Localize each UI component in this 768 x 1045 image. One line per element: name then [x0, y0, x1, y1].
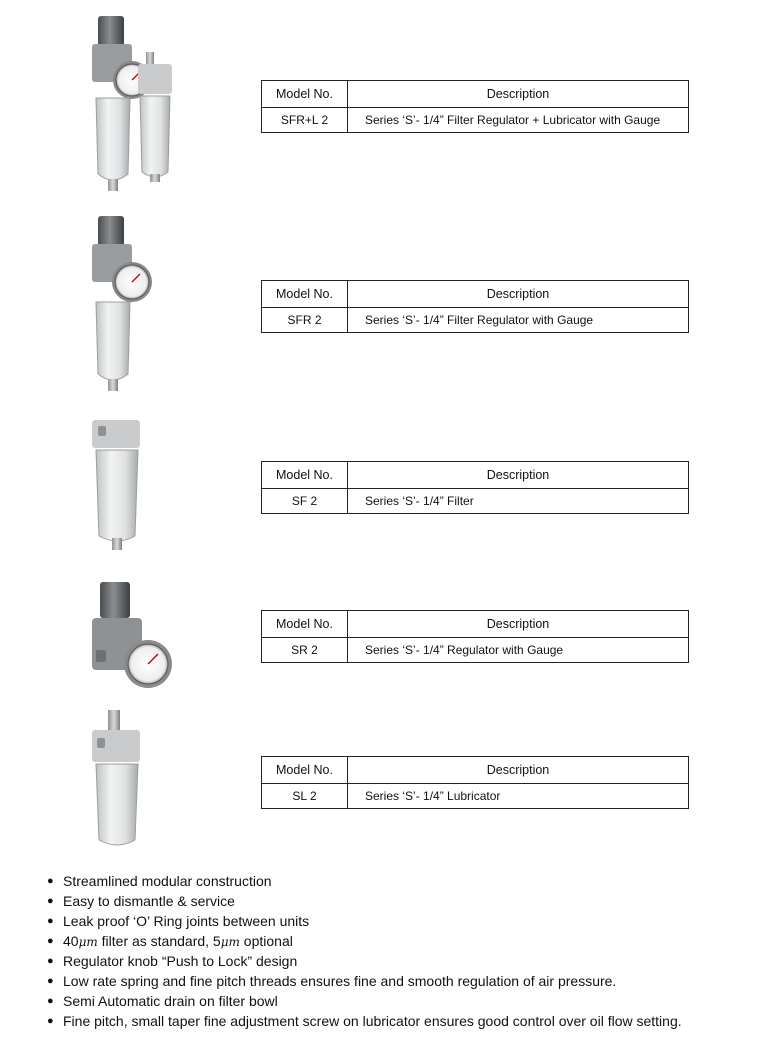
- model-number: SFR+L 2: [262, 108, 348, 133]
- model-description: Series ‘S’- 1/4” Filter: [348, 489, 689, 514]
- model-description: Series ‘S’- 1/4” Regulator with Gauge: [348, 638, 689, 663]
- feature-item: ● Easy to dismantle & service: [47, 893, 235, 909]
- spec-table-sfr-l2: [261, 80, 689, 133]
- description-header: Description: [348, 281, 689, 308]
- model-number: SF 2: [262, 489, 348, 514]
- feature-item: ● 40μm filter as standard, 5μm optional: [47, 933, 293, 949]
- spec-table-sfr2: [261, 280, 689, 333]
- bullet-icon: ●: [47, 935, 54, 947]
- description-header: Description: [348, 462, 689, 489]
- model-number: SFR 2: [262, 308, 348, 333]
- model-header: Model No.: [262, 611, 348, 638]
- spec-table-sf2: [261, 461, 689, 514]
- filter-regulator-icon: [86, 214, 166, 394]
- model-description: Series ‘S’- 1/4” Filter Regulator with Gauge: [348, 308, 689, 333]
- feature-item: ● Low rate spring and fine pitch threads ensures fine and smooth regulation of air pressure.: [47, 973, 617, 989]
- micron-unit: μm: [78, 935, 98, 949]
- bullet-icon: ●: [47, 975, 54, 987]
- regulator-icon: [88, 580, 178, 695]
- filter-regulator-lubricator-icon: [86, 14, 186, 194]
- model-header: Model No.: [262, 462, 348, 489]
- feature-item: ● Fine pitch, small taper fine adjustment screw on lubricator ensures good control over oil flow setting.: [47, 1013, 682, 1029]
- feature-item: ● Semi Automatic drain on filter bowl: [47, 993, 278, 1009]
- feature-item: ● Streamlined modular construction: [47, 873, 272, 889]
- model-header: Model No.: [262, 81, 348, 108]
- features-list: [47, 871, 682, 1031]
- bullet-icon: ●: [47, 895, 54, 907]
- model-number: SL 2: [262, 784, 348, 809]
- bullet-icon: ●: [47, 955, 54, 967]
- model-description: Series ‘S’- 1/4” Filter Regulator + Lubricator with Gauge: [348, 108, 689, 133]
- micron-unit: μm: [220, 935, 240, 949]
- filter-icon: [88, 418, 148, 553]
- bullet-icon: ●: [47, 915, 54, 927]
- description-header: Description: [348, 611, 689, 638]
- bullet-icon: ●: [47, 995, 54, 1007]
- feature-item: ● Leak proof ‘O’ Ring joints between units: [47, 913, 310, 929]
- description-header: Description: [348, 81, 689, 108]
- spec-table-sr2: [261, 610, 689, 663]
- model-header: Model No.: [262, 757, 348, 784]
- model-header: Model No.: [262, 281, 348, 308]
- feature-item: ● Regulator knob “Push to Lock” design: [47, 953, 298, 969]
- spec-table-sl2: [261, 756, 689, 809]
- model-description: Series ‘S’- 1/4” Lubricator: [348, 784, 689, 809]
- bullet-icon: ●: [47, 1015, 54, 1027]
- bullet-icon: ●: [47, 875, 54, 887]
- lubricator-icon: [88, 708, 148, 853]
- description-header: Description: [348, 757, 689, 784]
- model-number: SR 2: [262, 638, 348, 663]
